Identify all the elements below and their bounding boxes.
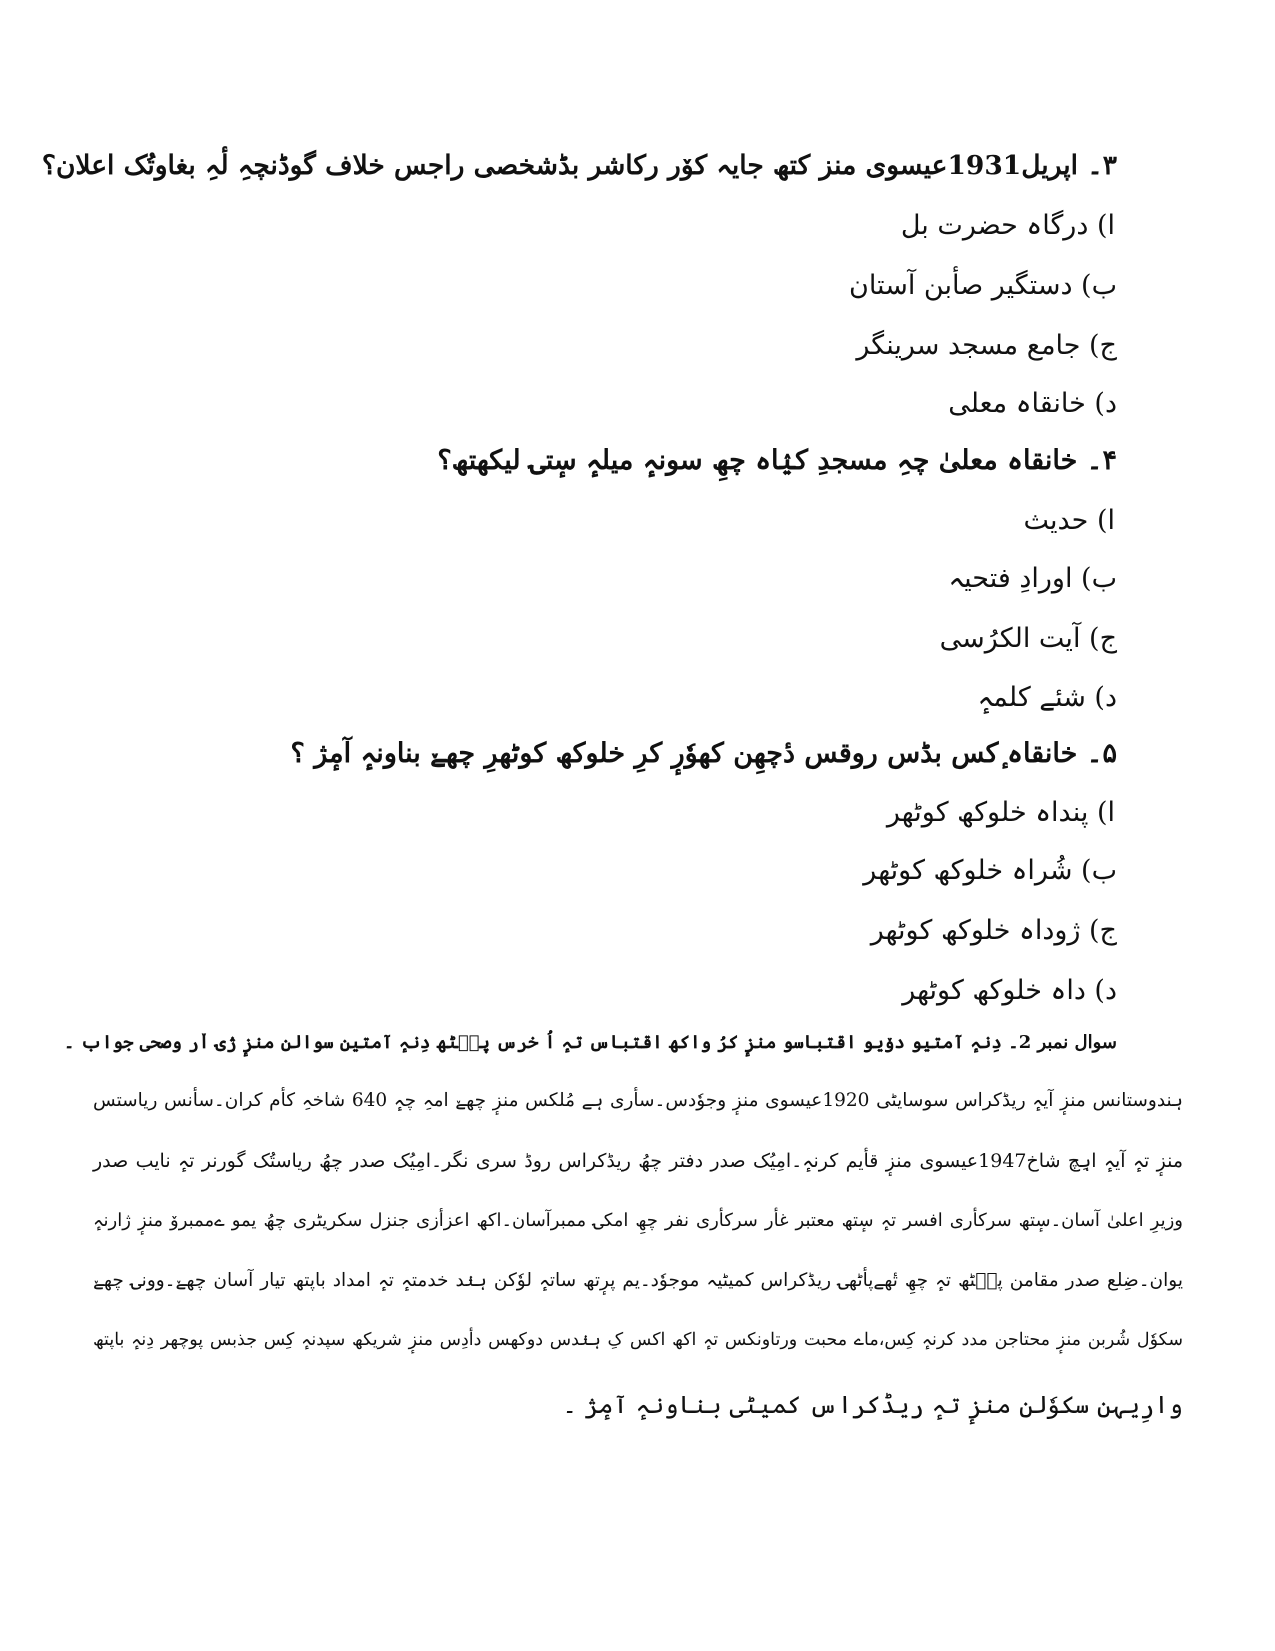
question-5-option-b: ب) شُراہ خلوکھ کوٹھر [863, 855, 1117, 886]
question-5: ۵۔ خانقاہ ٕکس بڈس روقس دٔچھِن کھوٗرٕ کرِ خلوکھ کوٹھرِ چھےٚ بناونہٕ آمٕژ ؟ [290, 738, 1117, 769]
passage-line: منزٕ تہٕ آیہٕ اہِچ شاخ1947عیسوی منزٕ قأیم کرنہٕ۔امِیُک صدر دفتر چھُ ریڈکراس روڈ سری نگر۔امِیُک صدر چھُ ریاستُک گورنر تہٕ نایب صدر [93, 1150, 1183, 1172]
question-4: ۴۔ خانقاہ معلیٰ چہِ مسجدِ کیٛاہ چھِ سونہٕ میلہٕ سٕتۍ لیکھتھ؟ [437, 445, 1117, 476]
question-3-option-c: ج) جامع مسجد سرینگر [856, 330, 1117, 361]
question-3-option-d: د) خانقاہ معلی [948, 388, 1117, 419]
question-3: ۳۔ اپریل1931عیسوی منز کتھ جایہ کوٚر رکاشر بڈشخصی راجس خلاف گوڈنچہِ لٔہِ بغاوتُک اعلان؟ [41, 150, 1117, 181]
passage-line: یوان۔ضِلع صدر مقامن پٮ۪ٹھ تہٕ چھِ تٔھےپأٹھۍ ریڈکراس کمیٹیہ موجوٗد۔یم پرٕتھ ساتہٕ لوٗکن ہنٛد خدمتہٕ تہٕ امداد باپتھ تیار آسان چھےٚ۔وونۍ چھےٚ [93, 1270, 1183, 1291]
question-4-option-c: ج) آیت الکرُسی [939, 623, 1117, 654]
question-4-option-a: ا) حدیث [1023, 505, 1115, 536]
passage-line: سکوٗل شُربن منزٕ محتاجن مدد کرنہٕ کِس،ماے محبت ورتاونکس تہٕ اکھ اکس کِ ہنٛدس دوکھس دأدِس منزٕ شریکھ سپدنہٕ کِس جذبس پوچھر دِنہٕ باپتھ [93, 1330, 1183, 1350]
question-3-option-b: ب) دستگیر صأبن آستان [849, 270, 1117, 301]
question-2-heading: سوال نمبر 2۔ دِنہٕ آمتیو دوٚیو اقتباسو منزٕ کرُ واکھ اقتباس تہٕ اُ خرس پٮ۪ٹھ دِنہٕ آمتین سوالن منزٕ ژۍ اٚر وصحی جواب ۔ [63, 1032, 1117, 1053]
passage-line: وزیرِ اعلیٰ آسان۔سٕتھ سرکأری افسر تہٕ سٕتھ معتبر غأر سرکأری نفر چھِ امکۍ ممبرآسان۔اکھ اعزأزی جنزل سکریٹری چھُ یمو ےممبروٚ منزٕ ژارنہٕ [93, 1210, 1183, 1231]
question-5-option-a: ا) پنداہ خلوکھ کوٹھر [886, 797, 1115, 828]
question-5-option-d: د) داہ خلوکھ کوٹھر [902, 975, 1117, 1006]
passage-line: ہندوستانس منزٕ آیہٕ ریڈکراس سوسایٹی 1920عیسوی منزٕ وجوٗدس۔سأری ہے مُلکس منزٕ چھےٚ امہِ چہٕ 640 شاخہِ کأم کران۔سأنس ریاستس [93, 1090, 1183, 1111]
question-4-option-b: ب) اورادِ فتحیہ [948, 563, 1117, 594]
passage-line: وارِیہن سکوٗلن منزٕ تہٕ ریڈکراس کمیٹی بناونہٕ آمٕژ ۔ [562, 1390, 1183, 1419]
question-5-option-c: ج) ژوداہ خلوکھ کوٹھر [870, 915, 1117, 946]
question-4-option-d: د) شئے کلمہٕ [977, 682, 1117, 713]
question-3-option-a: ا) درگاہ حضرت بل [900, 210, 1115, 241]
